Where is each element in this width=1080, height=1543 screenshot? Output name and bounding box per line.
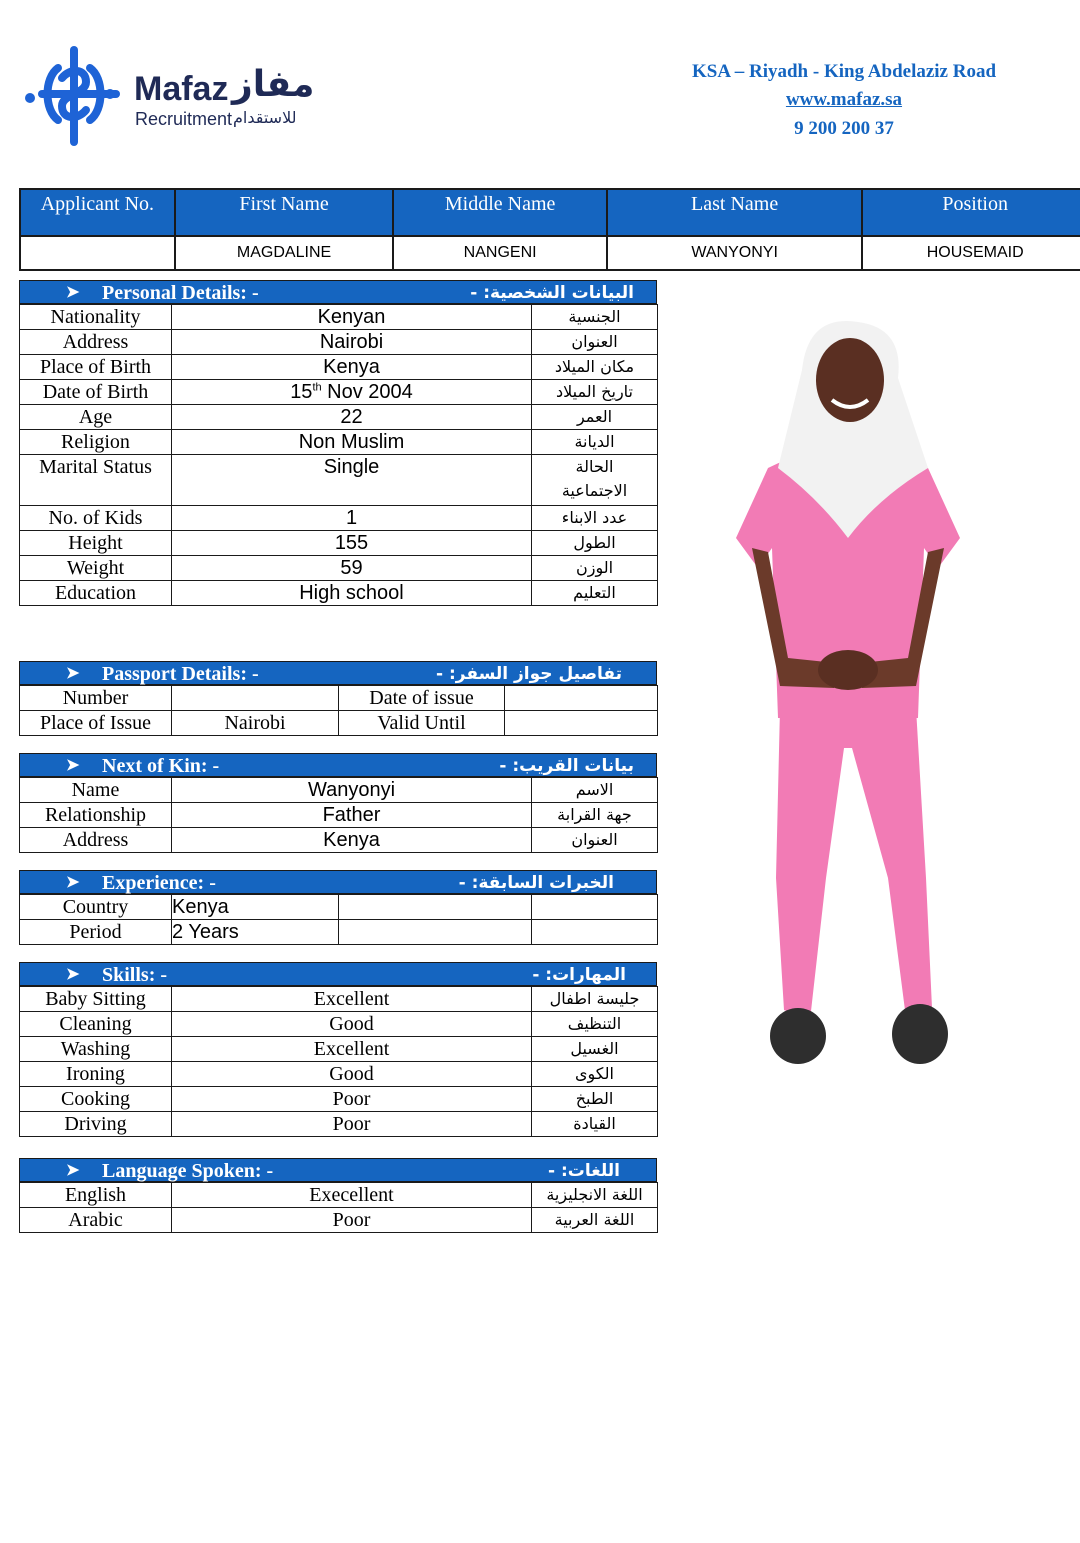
table-row <box>20 1112 658 1137</box>
table-row <box>20 895 658 920</box>
empty-cell <box>532 895 658 920</box>
row-label: No. of Kids <box>20 506 172 531</box>
row-label-arabic: الكوى <box>532 1062 658 1087</box>
next-of-kin-table <box>19 777 658 853</box>
row-value: 59 <box>172 556 532 581</box>
passport-details-table <box>19 685 658 736</box>
row-label-arabic: التنظيف <box>532 1012 658 1037</box>
arrow-icon: ➤ <box>66 284 80 301</box>
row-value: Kenya <box>172 355 532 380</box>
last-name-header: Last Name <box>607 189 862 236</box>
section-title-arabic: البيانات الشخصية: - <box>470 283 634 303</box>
table-row <box>20 506 658 531</box>
date-of-issue-label: Date of issue <box>339 686 505 711</box>
table-row <box>20 305 658 330</box>
table-row <box>20 556 658 581</box>
passport-number-value <box>172 686 339 711</box>
languages-header <box>19 1158 657 1182</box>
row-label-arabic: الديانة <box>532 430 658 455</box>
row-label-arabic: الوزن <box>532 556 658 581</box>
row-label-arabic: العنوان <box>532 330 658 355</box>
row-label: Weight <box>20 556 172 581</box>
table-row <box>20 1037 658 1062</box>
table-row <box>20 1062 658 1087</box>
next-of-kin-header <box>19 753 657 777</box>
row-label: Height <box>20 531 172 556</box>
contact-phone: 9 200 200 37 <box>794 118 894 139</box>
table-row <box>20 1012 658 1037</box>
personal-details-table <box>19 304 658 606</box>
next-of-kin-section <box>19 753 657 853</box>
table-row <box>20 455 658 506</box>
row-value: Non Muslim <box>172 430 532 455</box>
row-label: Washing <box>20 1037 172 1062</box>
applicant-value-row <box>20 236 1080 270</box>
arrow-icon: ➤ <box>66 757 80 774</box>
row-label-arabic: الجنسية <box>532 305 658 330</box>
table-row <box>20 581 658 606</box>
experience-header <box>19 870 657 894</box>
row-value: Poor <box>172 1087 532 1112</box>
table-row <box>20 987 658 1012</box>
skills-header <box>19 962 657 986</box>
applicant-photo <box>728 318 968 1078</box>
row-label-arabic: اللغة الانجليزية <box>532 1183 658 1208</box>
row-label-arabic: الطبخ <box>532 1087 658 1112</box>
middle-name-value: NANGENI <box>393 236 607 270</box>
row-label-arabic: مكان الميلاد <box>532 355 658 380</box>
marital-ar-line1: الحالة <box>575 457 614 476</box>
logo-text-arabic: مفاز <box>232 64 315 105</box>
row-label: Place of Birth <box>20 355 172 380</box>
table-row <box>20 778 658 803</box>
row-value: Poor <box>172 1112 532 1137</box>
section-title: Language Spoken: - <box>102 1160 274 1182</box>
table-row <box>20 1183 658 1208</box>
position-header: Position <box>862 189 1080 236</box>
table-row <box>20 1087 658 1112</box>
section-title: Skills: - <box>102 964 168 986</box>
row-value: Single <box>172 455 532 506</box>
row-value: High school <box>172 581 532 606</box>
table-row <box>20 405 658 430</box>
passport-number-label: Number <box>20 686 172 711</box>
row-label: Education <box>20 581 172 606</box>
experience-section <box>19 870 657 945</box>
section-title: Experience: - <box>102 872 216 894</box>
row-label: Nationality <box>20 305 172 330</box>
row-label-arabic: الطول <box>532 531 658 556</box>
dob-suffix: th <box>312 381 322 394</box>
row-label: Country <box>20 895 172 920</box>
row-label: Driving <box>20 1112 172 1137</box>
first-name-value: MAGDALINE <box>175 236 394 270</box>
table-row <box>20 380 658 405</box>
table-row <box>20 686 658 711</box>
arrow-icon: ➤ <box>66 874 80 891</box>
row-value: Excellent <box>172 987 532 1012</box>
row-value: Good <box>172 1062 532 1087</box>
marital-ar-line2: الاجتماعية <box>561 481 628 500</box>
row-label-arabic: جهة القرابة <box>532 803 658 828</box>
row-value: Poor <box>172 1208 532 1233</box>
valid-until-label: Valid Until <box>339 711 505 736</box>
row-label: English <box>20 1183 172 1208</box>
experience-table <box>19 894 658 945</box>
passport-details-section <box>19 661 657 736</box>
row-label: Period <box>20 920 172 945</box>
position-value: HOUSEMAID <box>862 236 1080 270</box>
row-label-arabic: الغسيل <box>532 1037 658 1062</box>
place-of-issue-value: Nairobi <box>172 711 339 736</box>
section-title-arabic: بيانات القريب: - <box>499 756 634 776</box>
section-title: Personal Details: - <box>102 282 259 304</box>
row-label-arabic: تاريخ الميلاد <box>532 380 658 405</box>
applicant-no-value <box>20 236 175 270</box>
section-title: Passport Details: - <box>102 663 259 685</box>
row-label-arabic: عدد الابناء <box>532 506 658 531</box>
row-label-arabic: جليسة اطفال <box>532 987 658 1012</box>
row-value: Execellent <box>172 1183 532 1208</box>
table-row <box>20 330 658 355</box>
table-row <box>20 355 658 380</box>
logo-subtitle: Recruitment <box>135 109 233 129</box>
logo-subtitle-arabic: للاستقدام <box>233 108 297 127</box>
empty-cell <box>339 920 532 945</box>
row-label: Age <box>20 405 172 430</box>
section-title: Next of Kin: - <box>102 755 220 777</box>
row-value: Father <box>172 803 532 828</box>
personal-details-section <box>19 280 657 606</box>
arrow-icon: ➤ <box>66 665 80 682</box>
applicant-table <box>19 188 1080 271</box>
row-value: Kenyan <box>172 305 532 330</box>
section-title-arabic: اللغات: - <box>548 1161 620 1181</box>
row-value: 1 <box>172 506 532 531</box>
empty-cell <box>532 920 658 945</box>
row-value: 2 Years <box>172 920 339 945</box>
empty-cell <box>339 895 532 920</box>
table-row <box>20 531 658 556</box>
row-label: Address <box>20 330 172 355</box>
row-label: Baby Sitting <box>20 987 172 1012</box>
row-label: Relationship <box>20 803 172 828</box>
row-label-arabic: اللغة العربية <box>532 1208 658 1233</box>
logo-text: Mafaz <box>134 70 229 108</box>
row-label-arabic: الاسم <box>532 778 658 803</box>
row-value: 22 <box>172 405 532 430</box>
middle-name-header: Middle Name <box>393 189 607 236</box>
row-label-arabic <box>532 455 658 506</box>
row-value: Good <box>172 1012 532 1037</box>
row-value: Wanyonyi <box>172 778 532 803</box>
passport-details-header <box>19 661 657 685</box>
dob-day: 15 <box>290 381 313 403</box>
contact-address: KSA – Riyadh - King Abdelaziz Road <box>691 61 997 82</box>
row-label-arabic: العنوان <box>532 828 658 853</box>
section-title-arabic: المهارات: - <box>532 965 626 985</box>
row-label: Cooking <box>20 1087 172 1112</box>
dob-rest: Nov 2004 <box>321 381 413 403</box>
applicant-header-row <box>20 189 1080 236</box>
row-label-arabic: العمر <box>532 405 658 430</box>
arrow-icon: ➤ <box>66 1162 80 1179</box>
table-row <box>20 803 658 828</box>
row-label: Address <box>20 828 172 853</box>
place-of-issue-label: Place of Issue <box>20 711 172 736</box>
row-label: Name <box>20 778 172 803</box>
table-row <box>20 920 658 945</box>
arrow-icon: ➤ <box>66 966 80 983</box>
row-label: Religion <box>20 430 172 455</box>
row-value: Kenya <box>172 895 339 920</box>
row-label-arabic: التعليم <box>532 581 658 606</box>
row-label: Arabic <box>20 1208 172 1233</box>
table-row <box>20 828 658 853</box>
table-row <box>20 1208 658 1233</box>
table-row <box>20 430 658 455</box>
valid-until-value <box>505 711 658 736</box>
languages-section <box>19 1158 657 1233</box>
row-value: 155 <box>172 531 532 556</box>
row-label: Marital Status <box>20 455 172 506</box>
row-label: Date of Birth <box>20 380 172 405</box>
section-title-arabic: الخبرات السابقة: - <box>458 873 614 893</box>
table-row <box>20 711 658 736</box>
first-name-header: First Name <box>175 189 394 236</box>
row-label-arabic: القيادة <box>532 1112 658 1137</box>
row-value: Nairobi <box>172 330 532 355</box>
row-label: Ironing <box>20 1062 172 1087</box>
applicant-no-header: Applicant No. <box>20 189 175 236</box>
skills-table <box>19 986 658 1137</box>
website-link[interactable]: www.mafaz.sa <box>785 89 903 110</box>
row-value: Kenya <box>172 828 532 853</box>
row-value: Excellent <box>172 1037 532 1062</box>
personal-details-header <box>19 280 657 304</box>
languages-table <box>19 1182 658 1233</box>
last-name-value: WANYONYI <box>607 236 862 270</box>
section-title-arabic: تفاصيل جواز السفر: - <box>436 664 622 684</box>
date-of-birth-value <box>172 380 532 405</box>
skills-section <box>19 962 657 1137</box>
date-of-issue-value <box>505 686 658 711</box>
row-label: Cleaning <box>20 1012 172 1037</box>
